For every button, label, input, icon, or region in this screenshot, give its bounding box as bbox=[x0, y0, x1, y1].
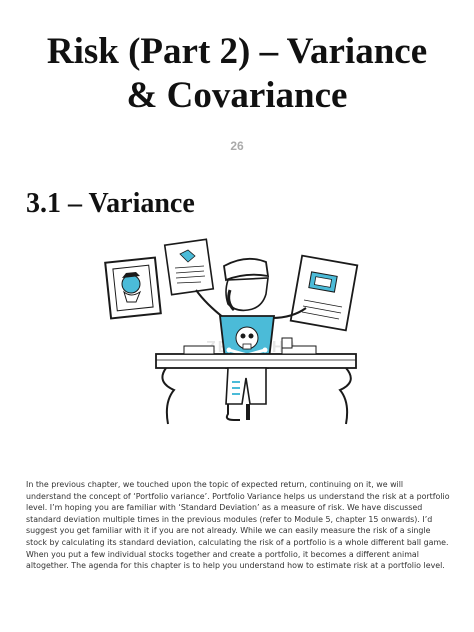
page-title-line-1: Risk (Part 2) – Variance bbox=[46, 31, 428, 72]
page-title-line-2: & Covariance bbox=[126, 75, 348, 116]
document-left bbox=[165, 239, 214, 294]
body-paragraph: In the previous chapter, we touched upon the topic of expected return, continuing on it, we will understand the concept of ‘Portfolio variance’. Portfolio Variance helps us understand the risk at a portfolio level. I’m hoping you are familiar with ‘Standard Deviation’ as a measure of risk. We have discussed standard deviation multiple times in the previous modules (refer to Module 5, chapter 15 onwards). I’d suggest you get familiar with it if you are not already. While we can easily measure the risk of a single stock by calculating its standard deviation, calculating the risk of a portfolio is a whole different ball game. When you put a few individual stocks together and create a portfolio, it becomes a different animal altogether. The agenda for this chapter is to help you understand how to estimate risk at a portfolio level. bbox=[26, 480, 450, 571]
chapter-number: 26 bbox=[230, 139, 244, 153]
pirate-illustration bbox=[96, 232, 376, 432]
pirate-hat bbox=[224, 259, 268, 280]
pirate-legs bbox=[226, 368, 266, 420]
picture-frame bbox=[105, 258, 161, 319]
document-right bbox=[291, 256, 358, 331]
page-title bbox=[0, 30, 474, 118]
section-heading: 3.1 – Variance bbox=[26, 188, 195, 219]
